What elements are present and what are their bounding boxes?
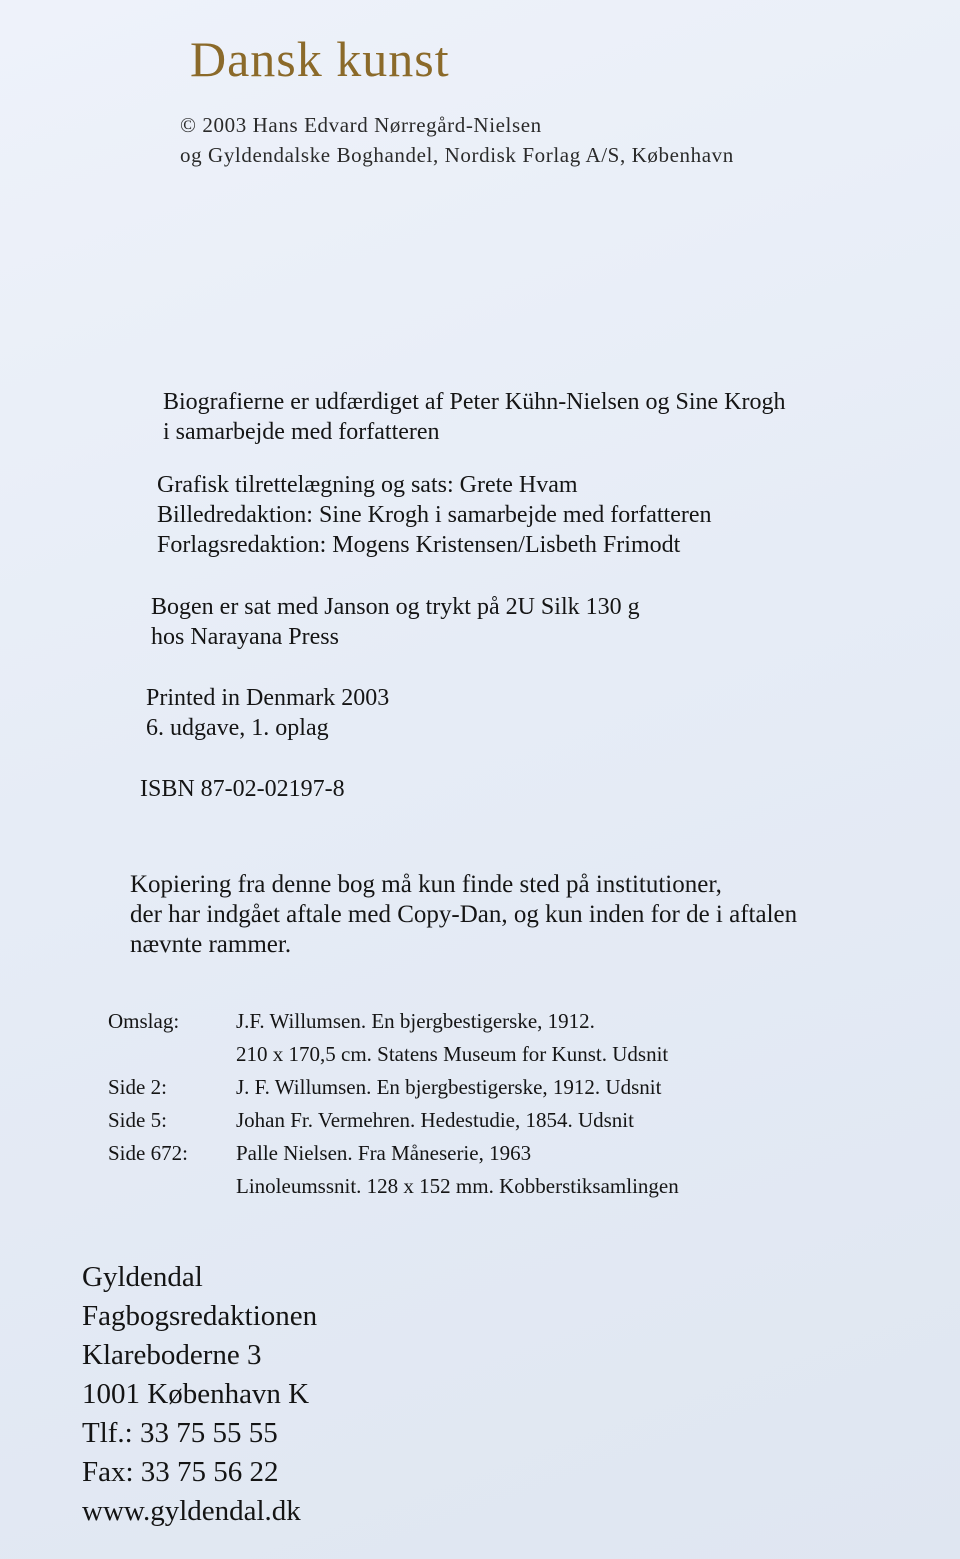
printing-line-1: Bogen er sat med Janson og trykt på 2U Silk 130 g bbox=[151, 594, 640, 620]
credit-line: J.F. Willumsen. En bjergbestigerske, 1912. bbox=[236, 1009, 595, 1033]
credit-row-page-5 bbox=[108, 1104, 679, 1137]
printing-info bbox=[151, 592, 640, 652]
copyright-notice bbox=[180, 110, 734, 170]
credit-label: Side 672: bbox=[108, 1141, 188, 1165]
book-title: Dansk kunst bbox=[190, 31, 450, 87]
credit-label: Omslag: bbox=[108, 1009, 180, 1033]
credit-line: J. F. Willumsen. En bjergbestigerske, 1912. Udsnit bbox=[236, 1075, 662, 1099]
production-line-2: Billedredaktion: Sine Krogh i samarbejde med forfatteren bbox=[157, 502, 712, 528]
credit-label: Side 2: bbox=[108, 1075, 167, 1099]
copyright-line-2: og Gyldendalske Boghandel, Nordisk Forlag A/S, København bbox=[180, 143, 734, 167]
biographies-line-1: Biografierne er udfærdiget af Peter Kühn-Nielsen og Sine Krogh bbox=[163, 389, 786, 415]
biographies-line-2: i samarbejde med forfatteren bbox=[163, 419, 440, 445]
publisher-city: 1001 København K bbox=[82, 1378, 310, 1410]
credit-line: Linoleumssnit. 128 x 152 mm. Kobberstiksamlingen bbox=[236, 1174, 679, 1198]
publisher-website: www.gyldendal.dk bbox=[82, 1495, 301, 1527]
publisher-fax: Fax: 33 75 56 22 bbox=[82, 1456, 279, 1488]
credit-text bbox=[236, 1137, 679, 1203]
production-line-1: Grafisk tilrettelægning og sats: Grete Hvam bbox=[157, 472, 578, 498]
copying-line-3: nævnte rammer. bbox=[130, 931, 292, 958]
credit-line: Palle Nielsen. Fra Måneserie, 1963 bbox=[236, 1141, 532, 1165]
printing-line-2: hos Narayana Press bbox=[151, 624, 339, 650]
publisher-department: Fagbogsredaktionen bbox=[82, 1300, 318, 1332]
copying-line-1: Kopiering fra denne bog må kun finde sted på institutioner, bbox=[130, 871, 722, 898]
credit-row-page-672 bbox=[108, 1137, 679, 1203]
isbn bbox=[140, 774, 345, 804]
credit-text bbox=[236, 1005, 668, 1071]
credit-text bbox=[236, 1104, 634, 1137]
publisher-address bbox=[82, 1258, 317, 1531]
credit-line: 210 x 170,5 cm. Statens Museum for Kunst. Udsnit bbox=[236, 1042, 669, 1066]
edition-line-1: Printed in Denmark 2003 bbox=[146, 685, 390, 711]
edition-info bbox=[146, 683, 389, 743]
copyright-line-1: © 2003 Hans Edvard Nørregård-Nielsen bbox=[180, 113, 542, 137]
copying-line-2: der har indgået aftale med Copy-Dan, og kun inden for de i aftalen bbox=[130, 901, 798, 928]
edition-line-2: 6. udgave, 1. oplag bbox=[146, 715, 329, 741]
image-credits bbox=[108, 1005, 679, 1203]
copying-notice bbox=[130, 870, 797, 960]
credit-row-cover bbox=[108, 1005, 679, 1071]
credit-text bbox=[236, 1071, 661, 1104]
credit-label: Side 5: bbox=[108, 1108, 167, 1132]
publisher-street: Klareboderne 3 bbox=[82, 1339, 262, 1371]
credit-row-page-2 bbox=[108, 1071, 679, 1104]
isbn-text: ISBN 87-02-02197-8 bbox=[140, 776, 345, 802]
credit-line: Johan Fr. Vermehren. Hedestudie, 1854. Udsnit bbox=[236, 1108, 634, 1132]
biographies-credit bbox=[163, 387, 786, 447]
production-line-3: Forlagsredaktion: Mogens Kristensen/Lisbeth Frimodt bbox=[157, 532, 681, 558]
production-credits bbox=[157, 470, 711, 560]
publisher-phone: Tlf.: 33 75 55 55 bbox=[82, 1417, 278, 1449]
publisher-name: Gyldendal bbox=[82, 1261, 203, 1293]
